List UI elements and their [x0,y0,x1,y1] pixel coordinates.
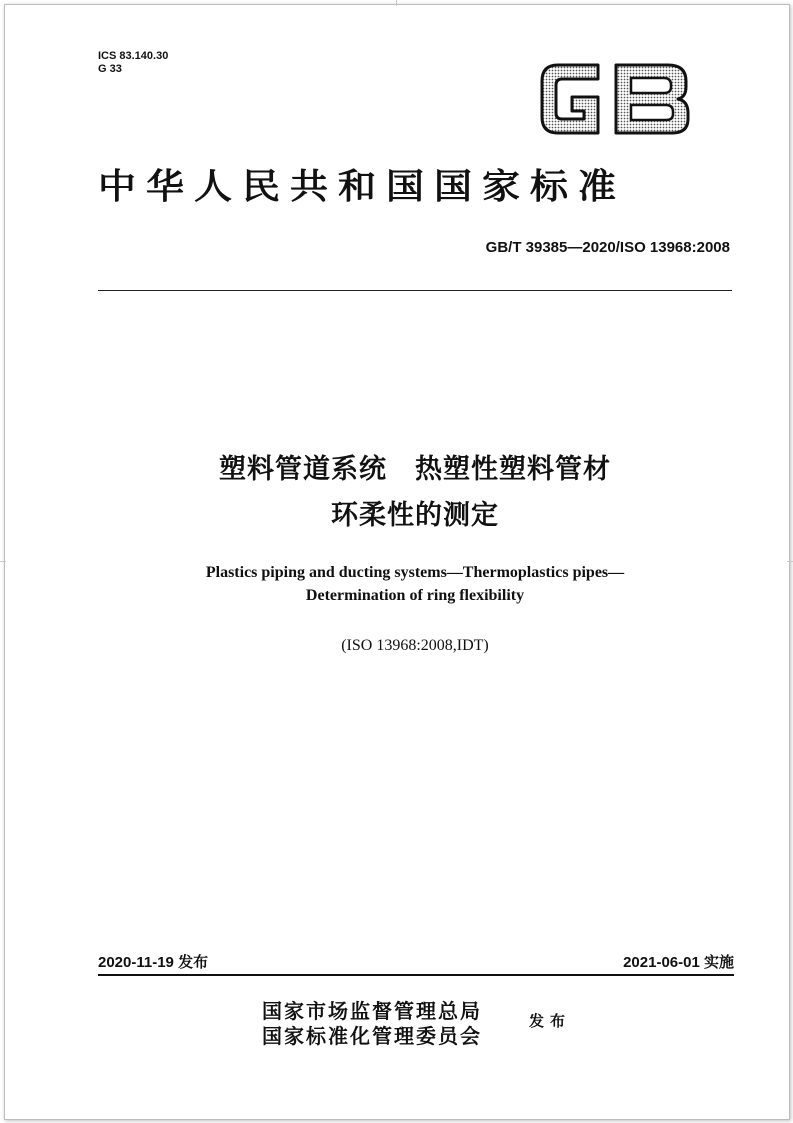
issuer-sac: 国家标准化管理委员会 [262,1024,482,1048]
chinese-title-line2: 环柔性的测定 [331,500,499,531]
national-standard-heading: 中华人民共和国国家标准 [98,165,627,207]
chinese-title-line1: 塑料管道系统 热塑性塑料管材 [219,454,611,485]
classification-block [98,50,168,76]
crop-mark-top [396,0,397,6]
issuer-samr: 国家市场监督管理总局 [262,999,482,1023]
ccs-code: G 33 [98,63,122,75]
header-divider [98,290,732,291]
iso-equivalence: (ISO 13968:2008,IDT) [341,637,489,654]
implement-date: 2021-06-01 实施 [623,954,734,971]
english-title-line1: Plastics piping and ducting systems—Thermoplastics pipes— [205,564,625,581]
footer-divider [98,974,734,976]
issued-label: 发布 [529,1012,572,1030]
crop-mark-right [787,561,793,562]
english-title-line2: Determination of ring flexibility [305,587,525,604]
crop-mark-left [0,561,6,562]
publish-date: 2020-11-19 发布 [98,954,209,971]
standard-code: GB/T 39385—2020/ISO 13968:2008 [485,239,730,256]
gb-logo [536,57,694,141]
ics-code: ICS 83.140.30 [98,50,169,62]
